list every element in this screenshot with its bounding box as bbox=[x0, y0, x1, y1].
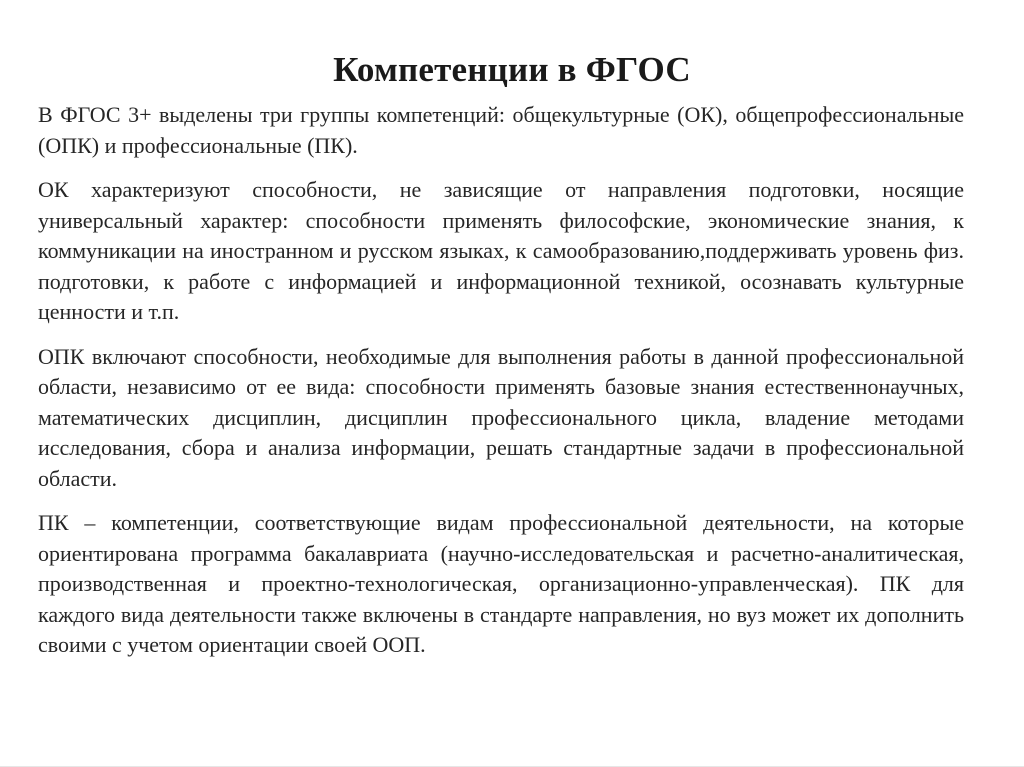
paragraph-pk: ПК – компетенции, соответствующие видам профессиональной деятельности, на которые ориентирована программа бакалавриата (научно-исследовательская и расчетно-аналитическая, производственная и проектно-технологическая, организационно-управленческая). ПК для каждого вида деятельности также включены в стандарте направления, но вуз может их дополнить своими с учетом ориентации своей ООП. bbox=[38, 510, 964, 657]
slide-body bbox=[38, 100, 964, 675]
paragraph-fgos-groups: В ФГОС 3+ выделены три группы компетенций: общекультурные (ОК), общепрофессиональные (ОПК) и профессиональные (ПК). bbox=[38, 102, 964, 158]
paragraph-opk: ОПК включают способности, необходимые для выполнения работы в данной профессиональной области, независимо от ее вида: способности применять базовые знания естественнонаучных, математических дисциплин, дисциплин профессионального цикла, владение методами исследования, сбора и анализа информации, решать стандартные задачи в профессиональной области. bbox=[38, 343, 964, 491]
slide-title: Компетенции в ФГОС bbox=[333, 50, 691, 89]
paragraph-ok: ОК характеризуют способности, не зависящие от направления подготовки, носящие универсальный характер: способности применять философские, экономические знания, к коммуникации на иностранном и русском языках, к самообразованию,поддерживать уровень физ. подготовки, к работе с информацией и информационной техникой, осознавать культурные ценности и т.п. bbox=[38, 177, 964, 324]
